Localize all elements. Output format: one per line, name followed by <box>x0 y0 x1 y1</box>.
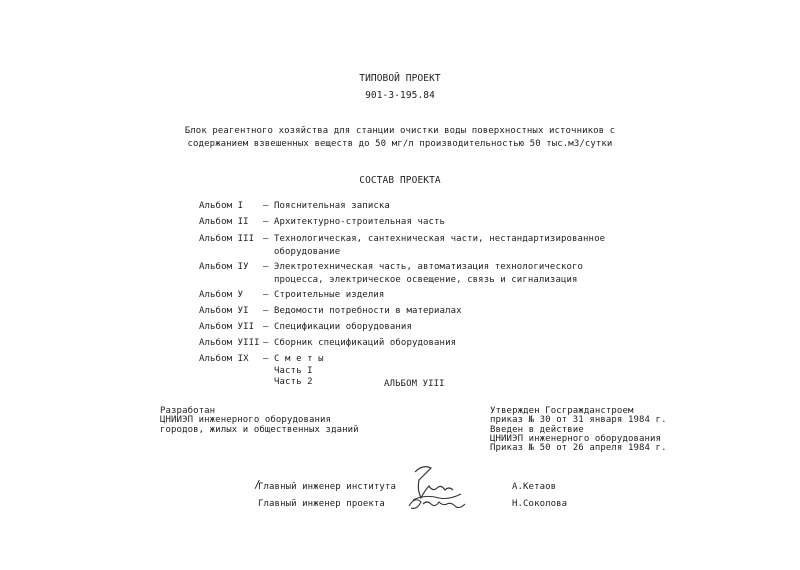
album-label-1: Альбом I <box>199 201 244 211</box>
composition-heading: СОСТАВ ПРОЕКТА <box>359 175 441 186</box>
album-dash: – <box>263 262 269 272</box>
album-label-7: Альбом УII <box>199 322 255 332</box>
album-desc-3-line-2: оборудование <box>274 247 341 257</box>
album-dash: – <box>263 201 269 211</box>
signature-name-2: Н.Соколова <box>512 499 568 509</box>
margin-mark: / <box>254 478 261 491</box>
current-album: АЛЬБОМ УIII <box>384 379 445 389</box>
document-title: ТИПОВОЙ ПРОЕКТ <box>359 73 441 84</box>
album-label-6: Альбом УI <box>199 306 249 316</box>
album-desc-9-line-1: С м е т ы <box>274 354 324 364</box>
album-desc-1: Пояснительная записка <box>274 201 390 211</box>
album-dash: – <box>263 338 269 348</box>
developer-line-3: городов, жилых и общественных зданий <box>160 425 359 435</box>
album-label-5: Альбом У <box>199 290 244 300</box>
signature-2-drawing <box>405 492 475 517</box>
album-dash: – <box>263 322 269 332</box>
signature-role-1: Главный инженер института <box>258 482 396 492</box>
album-dash: – <box>263 234 269 244</box>
album-desc-8: Сборник спецификаций оборудования <box>274 338 457 348</box>
album-label-9: Альбом IX <box>199 354 249 364</box>
project-description-line-1: Блок реагентного хозяйства для станции очистки воды поверхностных источников с <box>184 126 616 136</box>
album-desc-5: Строительные изделия <box>274 290 385 300</box>
developer-line-2: ЦНИИЭП инженерного оборудования <box>160 415 332 425</box>
approval-line-1: Утвержден Госгражданстроем <box>490 406 634 416</box>
album-dash: – <box>263 217 269 227</box>
album-label-2: Альбом II <box>199 217 249 227</box>
project-description-line-2: содержанием взвешенных веществ до 50 мг/л производительностью 50 тыс.м3/сутки <box>187 139 613 149</box>
album-label-4: Альбом IУ <box>199 262 249 272</box>
approval-line-5: Приказ № 50 от 26 апреля 1984 г. <box>490 443 667 453</box>
album-desc-4-line-2: процесса, электрическое освещение, связь и сигнализация <box>274 275 578 285</box>
album-dash: – <box>263 306 269 316</box>
album-desc-2: Архитектурно-строительная часть <box>274 217 446 227</box>
approval-line-2: приказ № 30 от 31 января 1984 г. <box>490 415 667 425</box>
album-label-3: Альбом III <box>199 234 255 244</box>
approval-line-3: Введен в действие <box>490 425 584 435</box>
approval-line-4: ЦНИИЭП инженерного оборудования <box>490 434 662 444</box>
album-dash: – <box>263 354 269 364</box>
album-desc-9-line-3: Часть 2 <box>274 377 313 387</box>
album-desc-9-line-2: Часть I <box>274 366 313 376</box>
album-label-8: Альбом УIII <box>199 338 260 348</box>
developer-line-1: Разработан <box>160 406 216 416</box>
project-number: 901-3-195.84 <box>365 90 435 101</box>
album-desc-7: Спецификации оборудования <box>274 322 412 332</box>
album-desc-6: Ведомости потребности в материалах <box>274 306 462 316</box>
album-desc-4-line-1: Электротехническая часть, автоматизация технологического <box>274 262 584 272</box>
album-desc-3-line-1: Технологическая, сантехническая части, нестандартизированное <box>274 234 606 244</box>
signature-name-1: А.Кетаов <box>512 482 557 492</box>
album-dash: – <box>263 290 269 300</box>
signature-role-2: Главный инженер проекта <box>258 499 385 509</box>
